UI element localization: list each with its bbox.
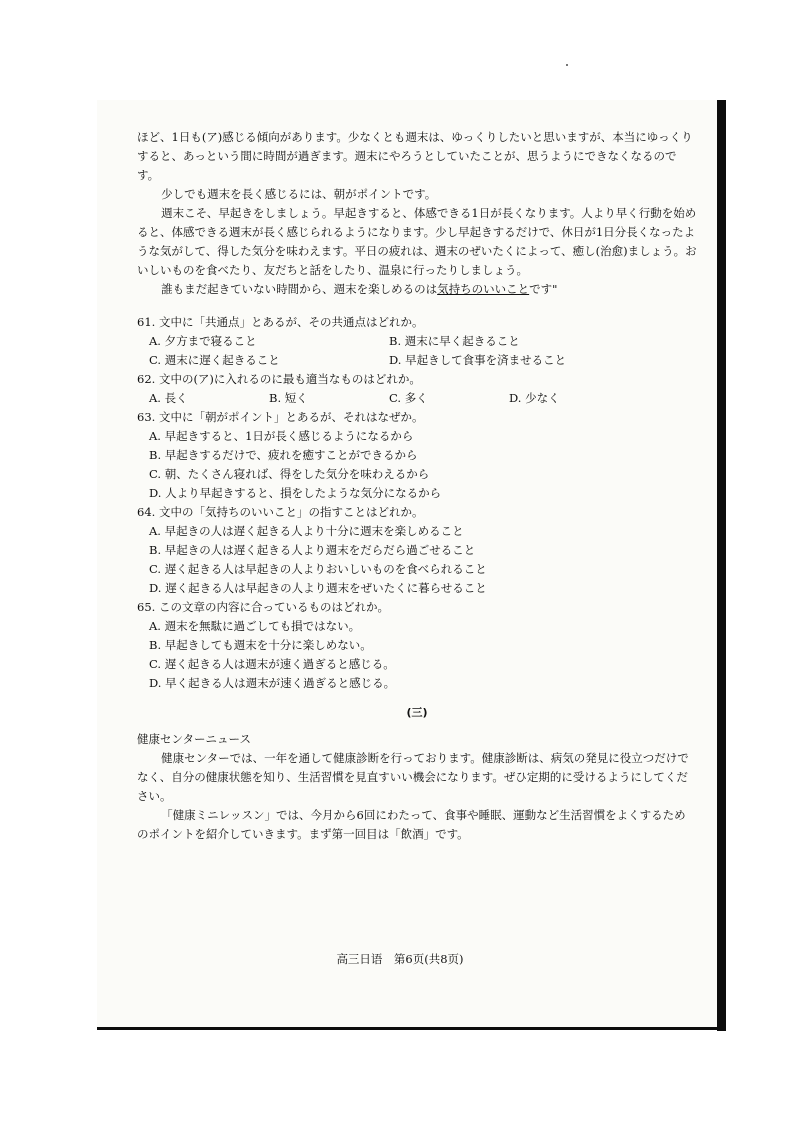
question-63: [137, 408, 697, 503]
option-d: D. 遅く起きる人は早起きの人より週末をぜいたくに暮らせること: [149, 581, 487, 595]
option-c: C. 多く: [389, 391, 428, 405]
option-c: C. 朝、たくさん寝れば、得をした気分を味わえるから: [149, 467, 430, 481]
option-b: B. 週末に早く起きること: [389, 334, 520, 348]
question-64: [137, 503, 697, 598]
option-b: B. 早起きの人は遅く起きる人より週末をだらだら過ごせること: [149, 543, 476, 557]
option-b: B. 早起きしても週末を十分に楽しめない。: [149, 638, 372, 652]
passage-p4-after: です": [529, 282, 558, 296]
option-c: C. 遅く起きる人は早起きの人よりおいしいものを食べられること: [149, 562, 487, 576]
option-d: D. 人より早起きすると、損をしたような気分になるから: [149, 486, 442, 500]
option-a: A. 早起きの人は遅く起きる人より十分に週末を楽しめること: [149, 524, 464, 538]
question-62: [137, 370, 697, 408]
passage-paragraph-3: 週末こそ、早起きをしましょう。早起きすると、体感できる1日が長くなります。人より早く行動を始めると、体感できる週末が長く感じられるようになります。少し早起きするだけで、休日が1日分長くなったような気がして、得した気分を味わえます。平日の疲れは、週末のぜいたくによって、癒し(治愈)ましょう。おいしいものを食べたり、友だちと話をしたり、温泉に行ったりしましょう。: [137, 206, 697, 277]
section-paragraph-2: 「健康ミニレッスン」では、今月から6回にわたって、食事や睡眠、運動など生活習慣をよくするためのポイントを紹介していきます。まず第一回目は「飲酒」です。: [137, 808, 686, 841]
option-a: A. 早起きすると、1日が長く感じるようになるから: [149, 429, 414, 443]
question-text: 63. 文中に「朝がポイント」とあるが、それはなぜか。: [137, 410, 424, 424]
option-d: D. 早起きして食事を済ませること: [389, 353, 567, 367]
scan-shadow-right: [717, 100, 726, 1031]
question-65: [137, 598, 697, 693]
question-text: 61. 文中に「共通点」とあるが、その共通点はどれか。: [137, 315, 424, 329]
page-footer: 高三日语 第6页(共8页): [336, 952, 464, 966]
question-61: [137, 313, 697, 370]
option-d: D. 早く起きる人は週末が速く過ぎると感じる。: [149, 676, 396, 690]
passage-p4-before: 誰もまだ起きていない時間から、週末を楽しめるのは: [161, 282, 438, 296]
option-a: A. 週末を無駄に過ごしても損ではない。: [149, 619, 361, 633]
question-text: 64. 文中の「気持ちのいいこと」の指すことはどれか。: [137, 505, 424, 519]
option-c: C. 遅く起きる人は週末が速く過ぎると感じる。: [149, 657, 395, 671]
underlined-phrase: 気持ちのいいこと: [437, 282, 530, 296]
passage-paragraph-4: [137, 280, 697, 299]
option-a: A. 長く: [149, 391, 188, 405]
section-heading: 健康センターニュース: [137, 732, 251, 746]
option-b: B. 短く: [269, 391, 308, 405]
passage-paragraph-2: 少しでも週末を長く感じるには、朝がポイントです。: [161, 187, 437, 201]
document-body: [137, 128, 697, 844]
scan-speck: [566, 64, 568, 66]
option-d: D. 少なく: [509, 391, 560, 405]
option-c: C. 週末に遅く起きること: [149, 353, 280, 367]
option-b: B. 早起きするだけで、疲れを癒すことができるから: [149, 448, 418, 462]
option-a: A. 夕方まで寝ること: [149, 334, 257, 348]
section-marker: (三): [406, 706, 428, 719]
passage-paragraph-1: ほど、1日も(ア)感じる傾向があります。少なくとも週末は、ゆっくりしたいと思いますが、本当にゆっくりすると、あっという間に時間が過ぎます。週末にやろうとしていたことが、思うようにできなくなるのです。: [137, 130, 693, 182]
question-text: 65. この文章の内容に合っているものはどれか。: [137, 600, 389, 614]
question-text: 62. 文中の(ア)に入れるのに最も適当なものはどれか。: [137, 372, 421, 386]
scan-shadow-bottom: [97, 1027, 726, 1030]
section-paragraph-1: 健康センターでは、一年を通して健康診断を行っております。健康診断は、病気の発見に役立つだけでなく、自分の健康状態を知り、生活習慣を見直すいい機会になります。ぜひ定期的に受けるようにしてください。: [137, 751, 689, 803]
